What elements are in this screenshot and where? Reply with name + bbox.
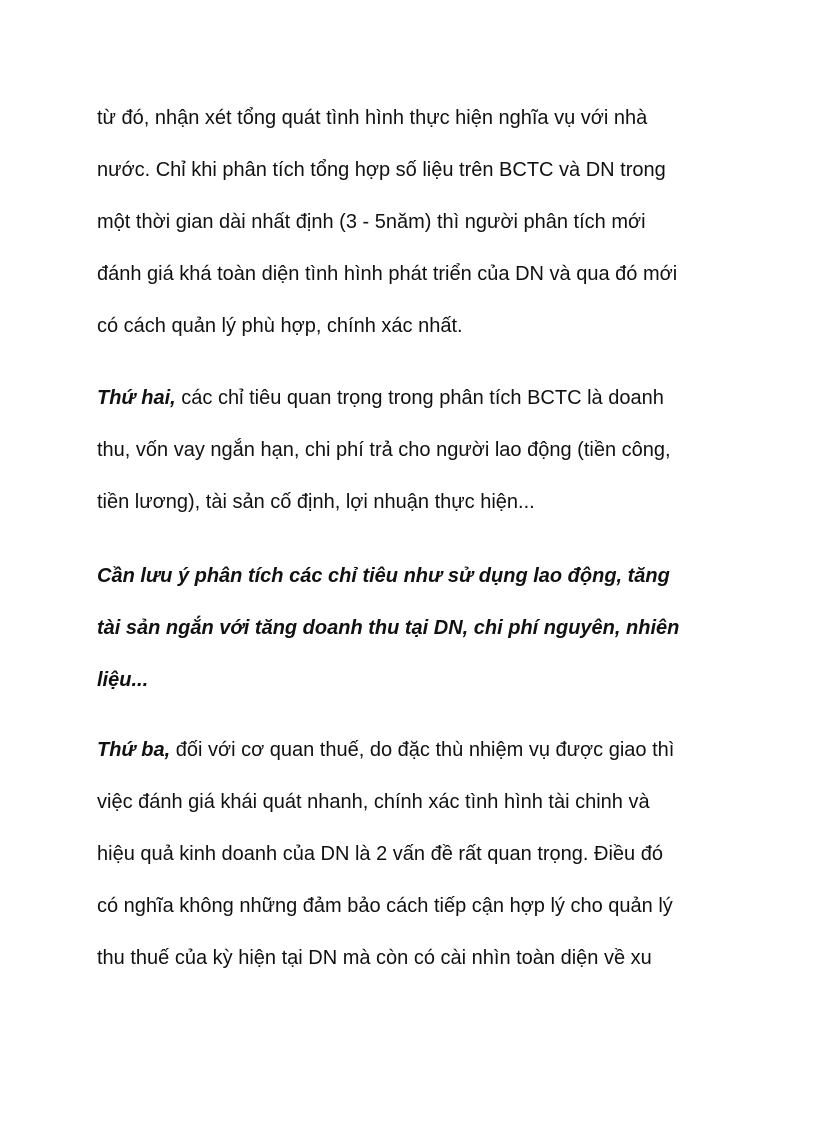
paragraph-4-line-1-rest: đối với cơ quan thuế, do đặc thù nhiệm vụ được giao thì xyxy=(170,739,675,761)
paragraph-2-lead: Thứ hai, xyxy=(97,387,176,409)
paragraph-1-line-5: có cách quản lý phù hợp, chính xác nhất. xyxy=(97,315,463,337)
paragraph-4-line-1 xyxy=(97,738,674,762)
paragraph-4-line-4: có nghĩa không những đảm bảo cách tiếp cận hợp lý cho quản lý xyxy=(97,895,673,917)
paragraph-1-line-2: nước. Chỉ khi phân tích tổng hợp số liệu trên BCTC và DN trong xyxy=(97,159,666,181)
paragraph-4-line-3: hiệu quả kinh doanh của DN là 2 vấn đề rất quan trọng. Điều đó xyxy=(97,843,663,865)
paragraph-1-line-4: đánh giá khá toàn diện tình hình phát triển của DN và qua đó mới xyxy=(97,263,678,285)
paragraph-2-line-1 xyxy=(97,386,664,410)
paragraph-4-line-2: việc đánh giá khái quát nhanh, chính xác tình hình tài chinh và xyxy=(97,791,650,813)
paragraph-1-line-3: một thời gian dài nhất định (3 - 5năm) thì người phân tích mới xyxy=(97,211,646,233)
paragraph-2-line-2: thu, vốn vay ngắn hạn, chi phí trả cho người lao động (tiền công, xyxy=(97,439,671,461)
paragraph-4-line-5: thu thuế của kỳ hiện tại DN mà còn có cài nhìn toàn diện về xu xyxy=(97,947,652,969)
paragraph-3-line-1: Cần lưu ý phân tích các chỉ tiêu như sử dụng lao động, tăng xyxy=(97,565,670,587)
paragraph-4-lead: Thứ ba, xyxy=(97,739,171,761)
paragraph-1-line-1: từ đó, nhận xét tổng quát tình hình thực hiện nghĩa vụ với nhà xyxy=(97,107,648,129)
paragraph-2-line-1-rest: các chỉ tiêu quan trọng trong phân tích BCTC là doanh xyxy=(175,387,664,409)
paragraph-3-line-3: liệu... xyxy=(97,669,149,691)
paragraph-3-line-2: tài sản ngắn với tăng doanh thu tại DN, chi phí nguyên, nhiên xyxy=(97,617,680,639)
paragraph-2-line-3: tiền lương), tài sản cố định, lợi nhuận thực hiện... xyxy=(97,491,535,513)
